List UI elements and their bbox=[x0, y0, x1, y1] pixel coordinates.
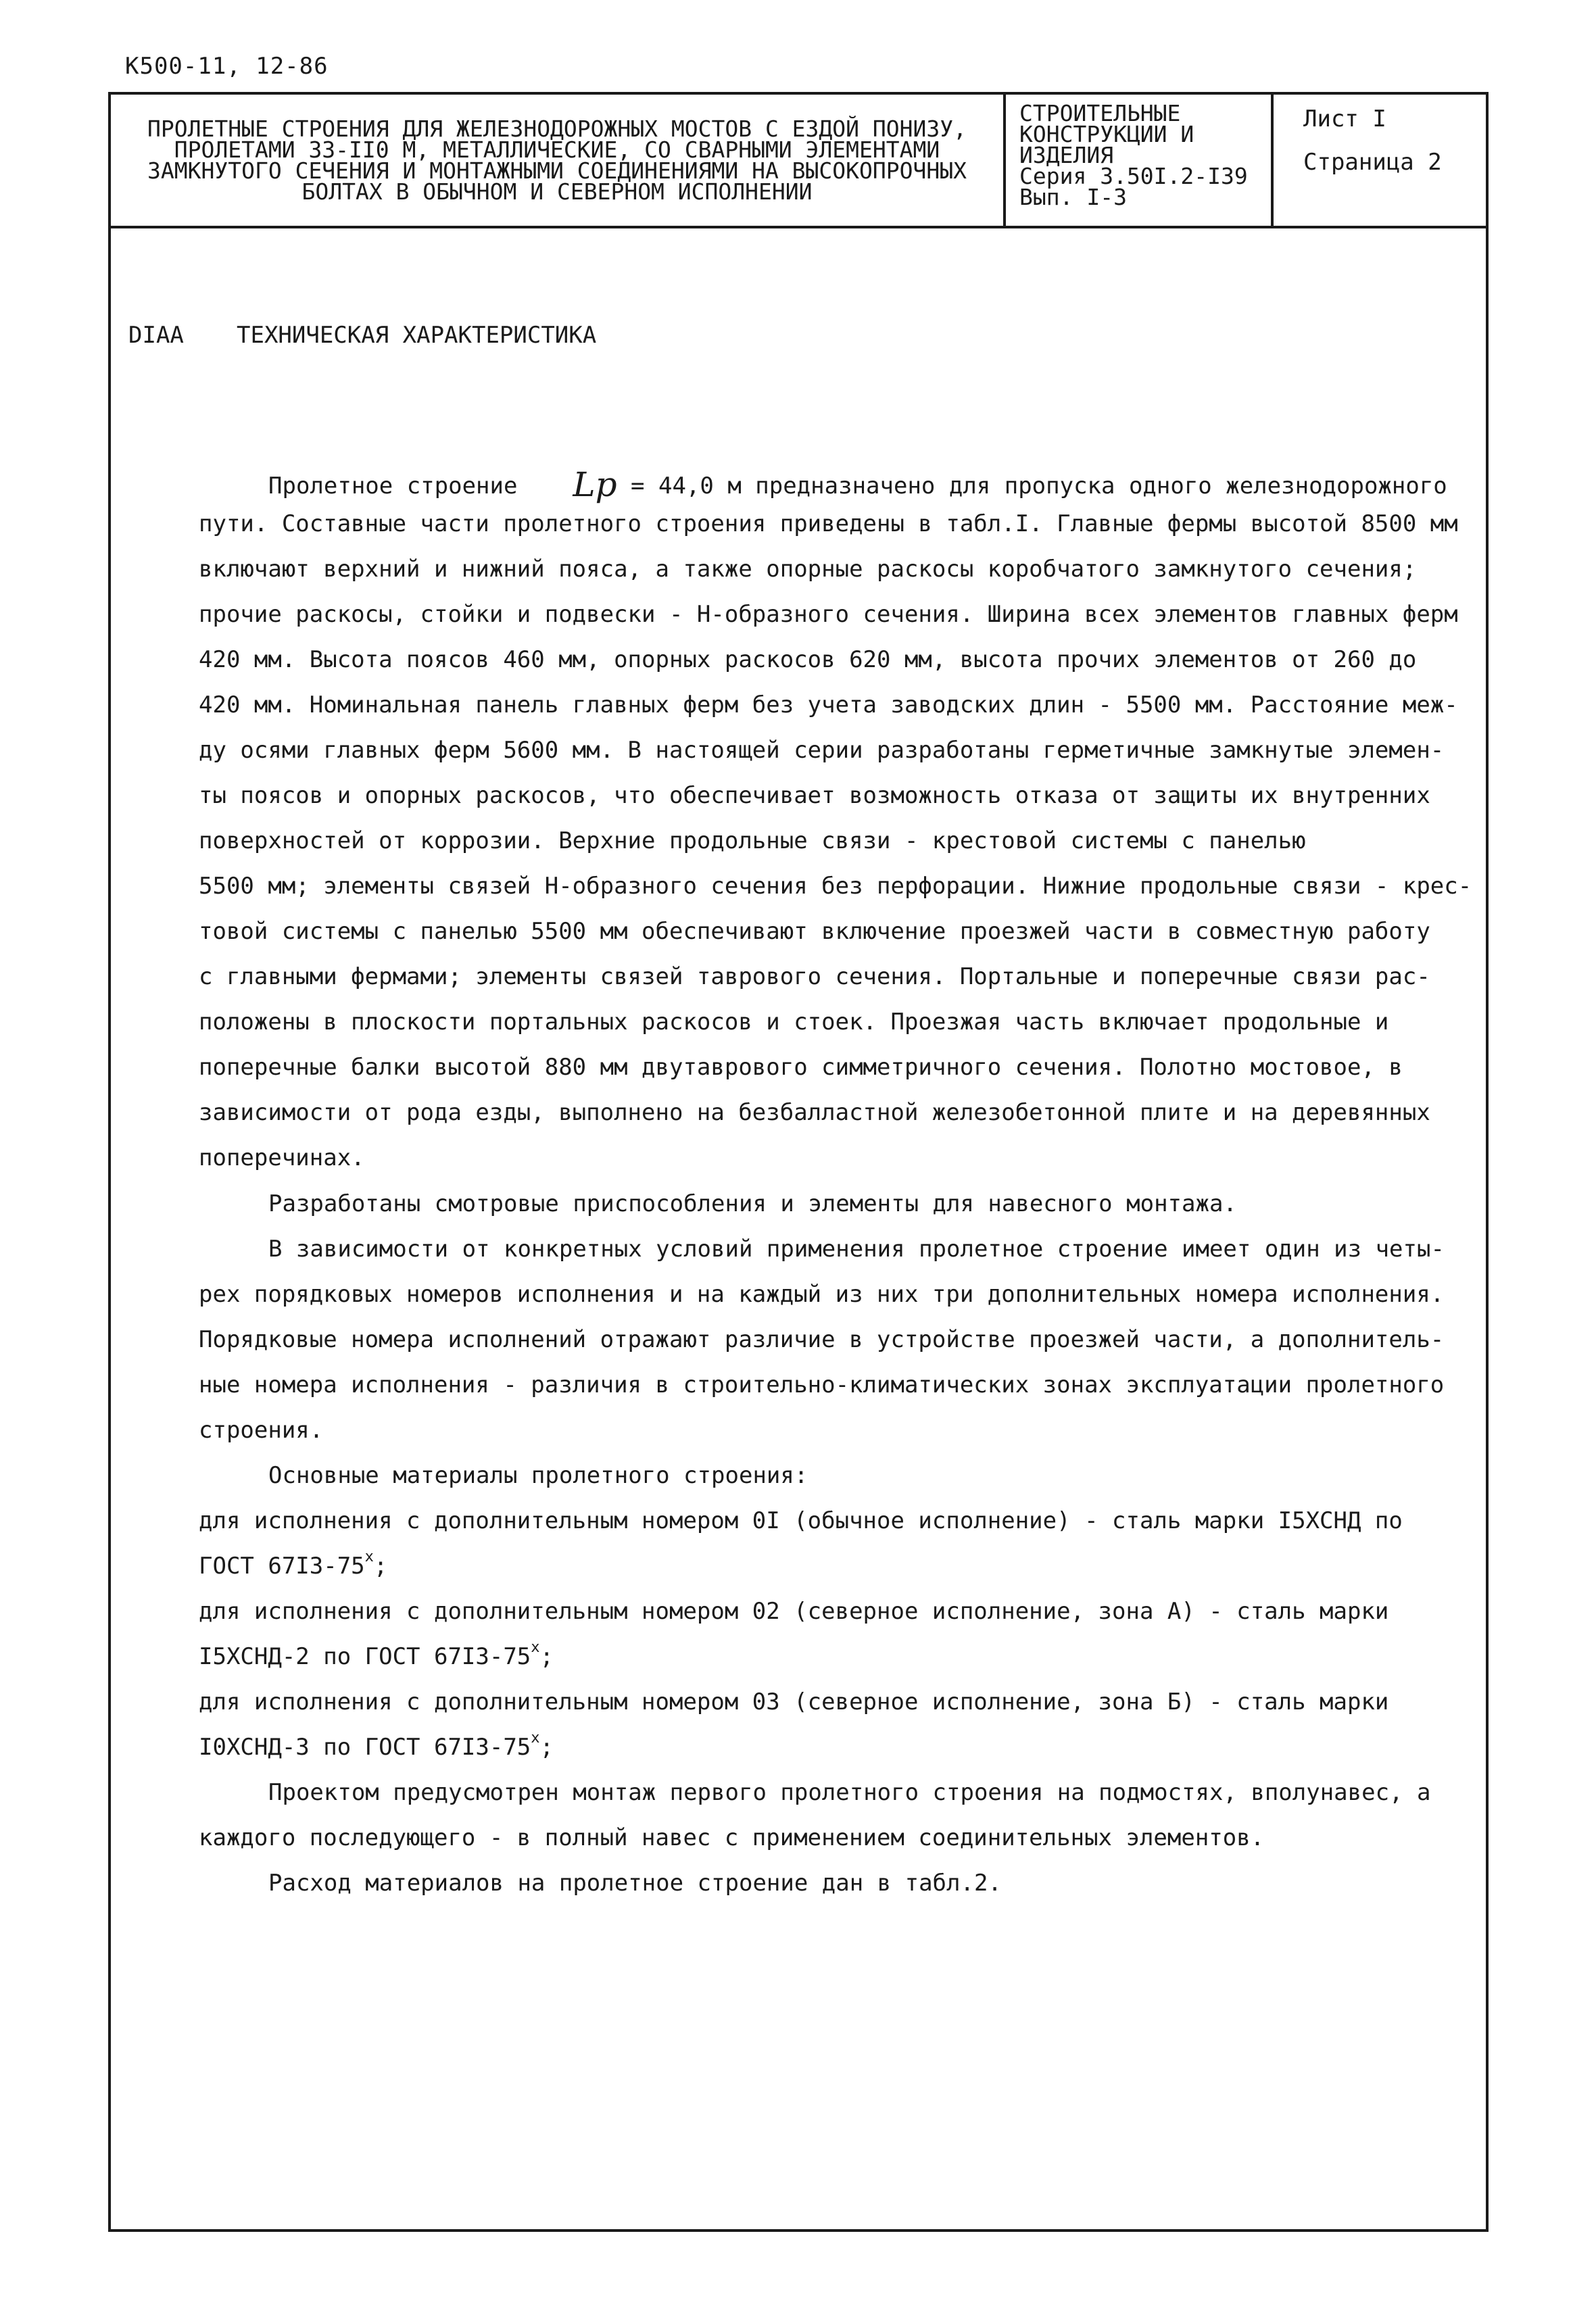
text-line: Проектом предусмотрен монтаж первого пролетного строения на подмостях, вполунавес, а bbox=[268, 1779, 1431, 1806]
title-line: ПРОЛЕТНЫЕ СТРОЕНИЯ ДЛЯ ЖЕЛЕЗНОДОРОЖНЫХ МОСТОВ С ЕЗДОЙ ПОНИЗУ, bbox=[147, 116, 967, 142]
document-code: К500-11, 12-86 bbox=[125, 53, 329, 80]
text-line: строения. bbox=[199, 1417, 324, 1444]
text-line: Разработаны смотровые приспособления и элементы для навесного монтажа. bbox=[268, 1190, 1237, 1217]
text-line: Пролетное строение Lp = 44,0 м предназначено для пропуска одного железнодорожного bbox=[268, 465, 1447, 504]
text-line: ду осями главных ферм 5600 мм. В настоящей серии разработаны герметичные замкнутые элемен- bbox=[199, 737, 1445, 764]
title-line: БОЛТАХ В ОБЫЧНОМ И СЕВЕРНОМ ИСПОЛНЕНИИ bbox=[301, 178, 813, 205]
text-line: зависимости от рода езды, выполнено на безбалластной железобетонной плите и на деревянных bbox=[199, 1099, 1430, 1126]
text-line: ты поясов и опорных раскосов, что обеспечивает возможность отказа от защиты их внутренних bbox=[199, 782, 1430, 809]
series-line: КОНСТРУКЦИИ И bbox=[1019, 121, 1194, 147]
text-line: Основные материалы пролетного строения: bbox=[268, 1462, 808, 1489]
text-line: поверхностей от коррозии. Верхние продольные связи - крестовой системы с панелью bbox=[199, 827, 1306, 854]
text-line: положены в плоскости портальных раскосов и стоек. Проезжая часть включает продольные и bbox=[199, 1008, 1389, 1035]
text-line: поперечные балки высотой 880 мм двутаврового симметричного сечения. Полотно мостовое, в bbox=[199, 1054, 1403, 1081]
text-line: I0ХСНД-3 по ГОСТ $67I3-75^х$; bbox=[199, 1730, 554, 1761]
text-line: 420 мм. Номинальная панель главных ферм без учета заводских длин - 5500 мм. Расстояние меж- bbox=[199, 691, 1458, 718]
series-line: Серия 3.50I.2-I39 bbox=[1019, 163, 1248, 189]
series-line: ИЗДЕЛИЯ bbox=[1019, 142, 1114, 168]
text-line: для исполнения с дополнительным номером 0I (обычное исполнение) - сталь марки I5ХСНД по bbox=[199, 1507, 1403, 1534]
title-line: ПРОЛЕТАМИ 33-II0 М, МЕТАЛЛИЧЕСКИЕ, СО СВАРНЫМИ ЭЛЕМЕНТАМИ bbox=[174, 137, 940, 163]
text-line: для исполнения с дополнительным номером 03 (северное исполнение, зона Б) - сталь марки bbox=[199, 1688, 1389, 1715]
section-heading bbox=[128, 322, 596, 349]
sheet-number: Лист I bbox=[1303, 105, 1386, 132]
title-line: ЗАМКНУТОГО СЕЧЕНИЯ И МОНТАЖНЫМИ СОЕДИНЕНИЯМИ НА ВЫСОКОПРОЧНЫХ bbox=[147, 157, 967, 184]
section-code: DIAA bbox=[128, 322, 184, 349]
section-title: ТЕХНИЧЕСКАЯ ХАРАКТЕРИСТИКА bbox=[237, 322, 597, 349]
series-line: СТРОИТЕЛЬНЫЕ bbox=[1019, 100, 1181, 126]
text-line: 420 мм. Высота поясов 460 мм, опорных раскосов 620 мм, высота прочих элементов от 260 до bbox=[199, 646, 1417, 673]
text-line: включают верхний и нижний пояса, а также опорные раскосы коробчатого замкнутого сечения; bbox=[199, 556, 1417, 583]
text-line: ные номера исполнения - различия в строительно-климатических зонах эксплуатации пролетного bbox=[199, 1371, 1445, 1398]
text-line: с главными фермами; элементы связей таврового сечения. Портальные и поперечные связи рас- bbox=[199, 963, 1430, 990]
text-line: 5500 мм; элементы связей Н-образного сечения без перфорации. Нижние продольные связи - крес- bbox=[199, 873, 1472, 900]
text-line: Расход материалов на пролетное строение дан в табл.2. bbox=[268, 1870, 1002, 1897]
sheet-cell bbox=[1274, 95, 1489, 226]
title-block bbox=[111, 95, 1486, 228]
text-line: каждого последующего - в полный навес с применением соединительных элементов. bbox=[199, 1824, 1265, 1851]
text-line: товой системы с панелью 5500 мм обеспечивают включение проезжей части в совместную работу bbox=[199, 918, 1430, 945]
text-line: для исполнения с дополнительным номером 02 (северное исполнение, зона А) - сталь марки bbox=[199, 1598, 1389, 1625]
text-line: пути. Составные части пролетного строения приведены в табл.I. Главные фермы высотой 8500 мм bbox=[199, 510, 1458, 537]
text-line: рех порядковых номеров исполнения и на каждый из них три дополнительных номера исполнения. bbox=[199, 1281, 1445, 1308]
page-number: Страница 2 bbox=[1303, 149, 1442, 176]
text-line: ГОСТ $67I3-75^х$; bbox=[199, 1549, 388, 1580]
series-line: Вып. I-3 bbox=[1019, 184, 1127, 210]
text-line: В зависимости от конкретных условий применения пролетное строение имеет один из четы- bbox=[268, 1236, 1445, 1263]
page-frame bbox=[108, 92, 1489, 2232]
text-line: поперечинах. bbox=[199, 1144, 365, 1171]
text-line: I5ХСНД-2 по ГОСТ $67I3-75^х$; bbox=[199, 1639, 554, 1670]
series-cell bbox=[1006, 95, 1274, 226]
span-symbol: Lp bbox=[573, 465, 617, 504]
text-line: Порядковые номера исполнений отражают различие в устройстве проезжей части, а дополнитель- bbox=[199, 1326, 1445, 1353]
text-line: прочие раскосы, стойки и подвески - Н-образного сечения. Ширина всех элементов главных ферм bbox=[199, 601, 1458, 628]
title-cell bbox=[111, 95, 1006, 226]
